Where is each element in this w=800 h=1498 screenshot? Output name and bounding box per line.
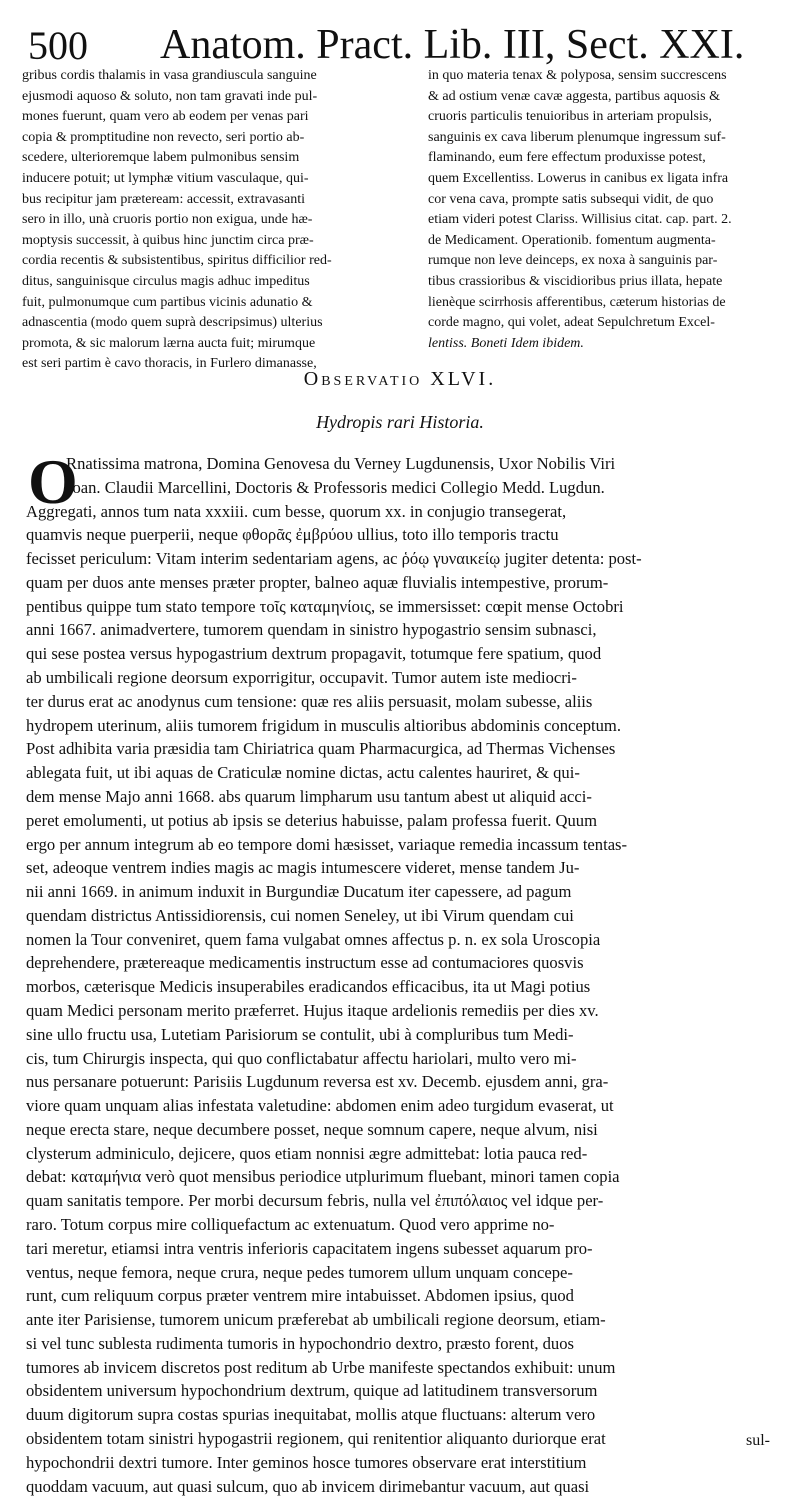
body-line: ventus, neque femora, neque crura, neque pedes tumorem ullum unquam concepe- — [26, 1262, 573, 1282]
left-column-line: est seri partim è cavo thoracis, in Furlero dimanasse, — [22, 356, 317, 372]
body-line: obsidentem universum hypochondrium dextrum, quique ad latitudinem transversorum — [26, 1381, 598, 1401]
body-line: quendam districtus Antissidiorensis, cui nomen Seneley, ut ibi Virum quendam cui — [26, 905, 574, 925]
left-column-line: adnascentia (modo quem suprà descripsimus) ulterius — [22, 315, 323, 331]
body-line: obsidentem totam sinistri hypogastrii regionem, qui renitentior aliquanto duriorque erat — [26, 1429, 606, 1449]
left-column — [22, 66, 414, 375]
right-column-line: etiam videri potest Clariss. Willisius citat. cap. part. 2. — [428, 212, 732, 228]
right-column-line: lentiss. Boneti Idem ibidem. — [428, 335, 584, 351]
left-column-line: inducere potuit; ut lymphæ vitium vasculaque, qui- — [22, 170, 309, 186]
body-line: quoddam vacuum, aut quasi sulcum, quo ab invicem dirimebantur vacuum, aut quasi — [26, 1476, 590, 1496]
observation-heading: Observatio XLVI. — [303, 368, 497, 390]
left-column-line: ditus, sanguinisque circulus magis adhuc impeditus — [22, 273, 310, 289]
body-line: quam Medici personam merito præferret. Hujus itaque ardelionis remediis per dies xv. — [26, 1000, 599, 1020]
body-line: quam per duos ante menses præter propter, balneo aquæ fluvialis intempestive, prorum- — [26, 572, 609, 592]
right-column-line: cor vena cava, prompte satis subsequi vidit, de quo — [428, 191, 714, 207]
body-line: ab umbilicali regione deorsum exporrigitur, occupavit. Tumor autem iste mediocri- — [26, 668, 577, 688]
body-line: dem mense Majo anni 1668. abs quarum limpharum usu tantum abest ut aliquid acci- — [26, 786, 592, 806]
body-line: si vel tunc sublesta rudimenta tumoris in hypochondrio dextro, præsto forent, duos — [26, 1333, 574, 1353]
body-line: cis, tum Chirurgis inspecta, qui quo conflictabatur affectu hariolari, multo vero mi- — [26, 1048, 577, 1068]
right-column-line: cruoris particulis tenuioribus in arteriam propulsis, — [428, 109, 712, 125]
left-column-line: bus recipitur jam præteream: accessit, extravasanti — [22, 191, 306, 207]
left-column-line: moptysis successit, à quibus hinc junctim circa præ- — [22, 232, 314, 248]
left-column-line: sero in illo, unà cruoris portio non exigua, unde hæ- — [22, 212, 313, 228]
body-line: tari meretur, etiamsi intra ventris inferioris capacitatem ingens subesset aquarum pro- — [26, 1238, 593, 1258]
body-line: ante iter Parisiense, tumorem unicum præferebat ab umbilicali regione deorsum, etiam- — [26, 1310, 606, 1330]
drop-cap: O — [28, 446, 78, 517]
observation-subtitle: Hydropis rari Historia. — [316, 412, 484, 432]
body-line: nii anni 1669. in animum induxit in Burgundiæ Ducatum iter capessere, ad pagum — [26, 882, 572, 902]
body-line: quam sanitatis tempore. Per morbi decursum febris, nulla vel ἐπιπόλαιος vel idque per- — [26, 1191, 604, 1211]
left-column-line: ejusmodi aquoso & soluto, non tam gravati inde pul- — [22, 88, 318, 104]
body-line: tumores ab invicem discretos post reditum ab Urbe manifeste spectandos exhibuit: unum — [26, 1357, 616, 1377]
right-column-line: rumque non leve deinceps, ex noxa à sanguinis par- — [428, 253, 718, 269]
right-column — [428, 66, 780, 354]
body-line: nomen la Tour conveniret, quem fama vulgabat omnes affectus p. n. ex sola Uroscopia — [26, 929, 601, 949]
left-column-line: gribus cordis thalamis in vasa grandiuscula sanguine — [22, 68, 317, 83]
body-line: runt, cum reliquum corpus præter ventrem mire intabuisset. Abdomen ipsius, quod — [26, 1286, 574, 1306]
running-head — [20, 16, 780, 72]
body-line: fecisset periculum: Vitam interim sedentariam agens, ac ῥόῳ γυναικείῳ jugiter detenta: post- — [26, 549, 642, 569]
body-line: duum digitorum supra costas spurias inequitabat, mollis atque fluctuans: alterum vero — [26, 1405, 596, 1425]
right-column-line: de Medicament. Operationib. fomentum augmenta- — [428, 232, 716, 248]
body-line: morbos, cæterisque Medicis insuperabiles eradicandos efficacibus, ita ut Magi potius — [26, 977, 591, 997]
body-line: viore quam unquam alias infestata valetudine: abdomen enim adeo turgidum evaserat, ut — [26, 1096, 614, 1116]
right-column-line: flaminando, eum fere effectum produxisse potest, — [428, 150, 706, 166]
body-line: anni 1667. animadvertere, tumorem quendam in sinistro hypogastrio sensim subnasci, — [26, 620, 597, 640]
body-line: raro. Totum corpus mire colliquefactum ac extenuatum. Quod vero apprime no- — [26, 1215, 555, 1234]
left-column-line: mones fuerunt, quam vero ab eodem per venas pari — [22, 109, 309, 125]
running-title: Anatom. Pract. Lib. III, Sect. XXI. — [160, 22, 745, 68]
body-line: nus persanare potuerunt: Parisiis Lugdunum reversa est xv. Decemb. ejusdem anni, gra- — [26, 1072, 609, 1092]
body-line: Post adhibita varia præsidia tam Chiriatrica quam Pharmacurgica, ad Thermas Vichenses — [26, 739, 616, 759]
body-line: hypochondrii dextri tumore. Inter geminos hosce tumores observare erat interstitium — [26, 1452, 587, 1472]
body-line: quamvis neque puerperii, neque φθορᾶς ἐμβρύου ullius, toto illo temporis tractu — [26, 525, 559, 545]
body-line: ergo per annum integrum ab eo tempore domi hæsisset, variaque remedia incassum tentas- — [26, 834, 628, 854]
right-column-line: corde magno, qui volet, adeat Sepulchretum Excel- — [428, 315, 715, 331]
body-line: ter durus erat ac anodynus cum tensione: quæ res aliis persuasit, molam subesse, aliis — [26, 691, 593, 711]
right-column-line: sanguinis ex cava liberum plenumque ingressum suf- — [428, 129, 726, 145]
body-line: neque erecta stare, neque decumbere posset, neque somnum capere, neque alvum, nisi — [26, 1119, 598, 1139]
left-column-line: scedere, ulterioremque labem pulmonibus sensim — [22, 150, 300, 166]
page-number: 500 — [28, 23, 88, 68]
catchword: sul- — [746, 1432, 770, 1449]
body-line: Aggregati, annos tum nata xxxiii. cum besse, quorum xx. in conjugio transegerat, — [26, 501, 567, 521]
body-line: Joan. Claudii Marcellini, Doctoris & Professoris medici Collegio Medd. Lugdun. — [66, 477, 605, 497]
body-line: qui sese postea versus hypogastrium dextrum propagavit, totumque fere spatium, quod — [26, 644, 602, 664]
left-column-line: copia & promptitudine non revecto, seri portio ab- — [22, 129, 305, 145]
body-line: hydropem uterinum, aliis tumorem frigidum in musculis altioribus abdominis conceptum. — [26, 715, 621, 735]
body-line: pentibus quippe tum stato tempore τοῖς καταμηνίοις, se immersisset: cœpit mense Octobri — [26, 596, 624, 616]
right-column-line: & ad ostium venæ cavæ aggesta, partibus aquosis & — [428, 88, 721, 104]
two-column-section — [22, 66, 780, 372]
right-column-line: quem Excellentiss. Lowerus in canibus ex ligata infra — [428, 170, 729, 186]
body-line: Rnatissima matrona, Domina Genovesa du Verney Lugdunensis, Uxor Nobilis Viri — [66, 454, 616, 473]
body-line: ablegata fuit, ut ibi aquas de Craticulæ nomine dictas, actu calentes hauriret, & qui- — [26, 763, 580, 783]
left-column-line: promota, & sic malorum lærna aucta fuit; mirumque — [22, 335, 316, 351]
right-column-line: tibus crassioribus & viscidioribus prius illata, hepate — [428, 273, 723, 289]
observation-body — [26, 446, 776, 1498]
left-column-line: fuit, pulmonumque cum partibus vicinis adunatio & — [22, 294, 313, 310]
right-column-line: lienèque scirrhosis afferentibus, cæterum historias de — [428, 294, 726, 310]
body-line: peret emolumenti, ut potius ab ipsis se deterius habuisse, palam professa fuerit. Quum — [26, 810, 597, 830]
body-line: sine ullo fructu usa, Lutetiam Parisiorum se contulit, ubi à compluribus tum Medi- — [26, 1024, 574, 1044]
left-column-line: cordia recentis & subsistentibus, spiritus difficilior red- — [22, 253, 332, 269]
body-line: set, adeoque ventrem indies magis ac magis intumescere videret, mense tandem Ju- — [26, 858, 580, 878]
body-line: clysterum adminiculo, dejicere, quos etiam nonnisi ægre admittebat: lotia pauca red- — [26, 1143, 588, 1163]
body-line: debat: καταμήνια verò quot mensibus periodice utplurimum fluebant, minori tamen copia — [26, 1167, 620, 1187]
body-line: deprehendere, prætereaque medicamentis instructum esse ad contumaciores quosvis — [26, 953, 584, 973]
right-column-line: in quo materia tenax & polyposa, sensim succrescens — [428, 68, 727, 83]
